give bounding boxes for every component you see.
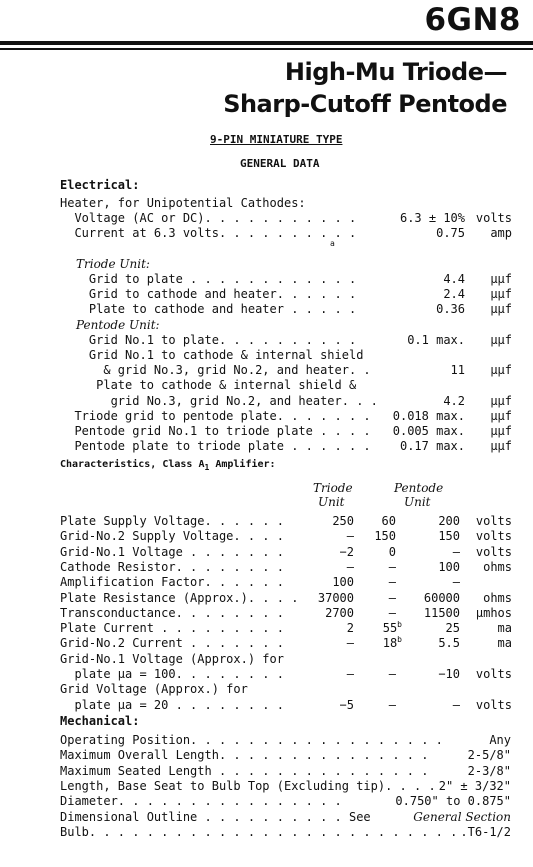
char-row-triode-4: 100	[332, 575, 354, 590]
char-row-triode-3: –	[346, 559, 354, 574]
mech-label-5: Dimensional Outline . . . . . . . . . . See	[60, 809, 371, 824]
inter-cap-value-0: 0.018 max.	[392, 408, 465, 423]
char-row-pentode1-value-8: 18	[382, 636, 398, 651]
char-row-label-12: plate µa = 20 . . . . . . . .	[60, 697, 284, 712]
col-head-triode-unit: Unit	[318, 495, 345, 509]
char-row-pentode1-value-7: 55	[382, 621, 398, 636]
characteristics-heading	[60, 459, 276, 472]
char-row-unit-8: ma	[497, 636, 512, 651]
char-row-pentode1-2	[352, 545, 402, 559]
triode-cap-unit-0: µµf	[490, 272, 512, 286]
triode-cap-unit-2: µµf	[490, 302, 512, 317]
inter-cap-label-2: Pentode plate to triode plate . . . . . .	[60, 439, 371, 454]
char-row-pentode2-3: 100	[438, 559, 460, 574]
elec-line-value-2: 0.75	[436, 226, 465, 241]
tube-number: 6GN8	[424, 2, 521, 38]
triode-unit-heading: Triode Unit:	[76, 256, 150, 271]
characteristics-heading-text: Characteristics, Class A	[60, 459, 205, 470]
char-row-pentode2-8: 5.5	[438, 636, 460, 651]
mechanical-heading: Mechanical:	[60, 714, 140, 728]
char-row-label-4: Amplification Factor. . . . . .	[60, 575, 284, 590]
char-row-label-3: Cathode Resistor. . . . . . . .	[60, 559, 284, 574]
char-row-triode-0: 250	[332, 514, 354, 528]
header-rule-thick	[0, 41, 533, 45]
mech-value-4: 0.750" to 0.875"	[395, 794, 511, 809]
inter-cap-label-1: Pentode grid No.1 to triode plate . . . .	[60, 424, 371, 438]
char-row-pentode2-2: –	[452, 544, 460, 559]
char-row-pentode1-8	[352, 636, 402, 650]
char-row-label-7: Plate Current . . . . . . . . .	[60, 621, 284, 636]
char-row-label-10: plate µa = 100. . . . . . . .	[60, 667, 284, 681]
char-row-pentode1-value-3: –	[388, 559, 396, 574]
mech-value-2: 2-3/8"	[467, 763, 511, 778]
elec-line-unit-2: amp	[490, 226, 512, 241]
char-row-pentode2-6: 11500	[423, 605, 460, 620]
char-row-pentode1-12	[352, 698, 402, 712]
pentode-cap-label-4: grid No.3, grid No.2, and heater. . .	[60, 393, 378, 408]
char-row-pentode1-10	[352, 667, 402, 681]
characteristics-heading-tail: Amplifier:	[209, 459, 276, 470]
type-label: 9-PIN MINIATURE TYPE	[210, 133, 343, 146]
mech-label-0: Operating Position. . . . . . . . . . . . . . . . . .	[60, 733, 443, 747]
char-row-pentode1-value-6: –	[388, 605, 396, 620]
mech-value-0: Any	[489, 733, 511, 747]
title-line-2: Sharp-Cutoff Pentode	[223, 90, 507, 118]
elec-line-label-1: Voltage (AC or DC). . . . . . . . . . .	[60, 211, 357, 226]
char-row-pentode1-3	[352, 560, 402, 574]
inter-cap-unit-1: µµf	[490, 424, 512, 438]
col-head-pentode: Pentode	[394, 481, 444, 495]
char-row-pentode1-1	[352, 529, 402, 543]
inter-cap-value-2: 0.17 max.	[399, 439, 465, 454]
mech-label-6: Bulb. . . . . . . . . . . . . . . . . . . . . . . . . .	[60, 824, 458, 839]
char-row-pentode2-4: –	[452, 575, 460, 590]
char-row-pentode1-value-1: 150	[374, 529, 396, 544]
pentode-cap-label-0: Grid No.1 to plate. . . . . . . . . .	[60, 332, 357, 347]
char-row-unit-10: volts	[475, 667, 512, 681]
elec-line-unit-1: volts	[475, 211, 512, 226]
mech-label-3: Length, Base Seat to Bulb Top (Excluding tip). . . .	[60, 778, 436, 793]
char-row-pentode2-10: −10	[438, 667, 460, 681]
char-row-label-2: Grid-No.1 Voltage . . . . . . .	[60, 544, 284, 559]
pentode-cap-value-2: 11	[450, 363, 465, 378]
triode-cap-value-1: 2.4	[443, 287, 465, 302]
pentode-cap-unit-4: µµf	[490, 393, 512, 408]
char-row-pentode2-12: –	[452, 697, 460, 712]
pentode-cap-label-1: Grid No.1 to cathode & internal shield	[60, 348, 364, 362]
char-row-unit-12: volts	[475, 697, 512, 712]
char-row-pentode1-value-10: –	[388, 667, 396, 681]
char-row-pentode1-6	[352, 606, 402, 620]
title-line-1: High-Mu Triode—	[284, 58, 507, 86]
char-row-triode-7: 2	[346, 621, 354, 636]
char-row-unit-7: ma	[497, 621, 512, 636]
inter-cap-unit-2: µµf	[490, 439, 512, 454]
mech-label-1: Maximum Overall Length. . . . . . . . . . . . . . .	[60, 748, 429, 763]
triode-cap-label-2: Plate to cathode and heater . . . . .	[60, 302, 357, 317]
char-row-label-9: Grid-No.1 Voltage (Approx.) for	[60, 651, 284, 666]
char-row-pentode1-4	[352, 575, 402, 589]
char-row-triode-8: –	[346, 636, 354, 651]
char-row-label-5: Plate Resistance (Approx.). . . .	[60, 590, 299, 605]
char-row-pentode2-7: 25	[445, 621, 460, 636]
char-row-unit-2: volts	[475, 544, 512, 559]
char-row-unit-5: ohms	[483, 590, 512, 605]
triode-cap-label-0: Grid to plate . . . . . . . . . . . .	[60, 272, 357, 286]
characteristics-heading-subscript: 1	[204, 463, 210, 472]
mech-label-4: Diameter. . . . . . . . . . . . . . . .	[60, 794, 342, 809]
mech-label-2: Maximum Seated Length . . . . . . . . . . . . . . .	[60, 763, 429, 778]
general-data-heading: GENERAL DATA	[240, 157, 320, 170]
char-row-pentode1-value-0: 60	[381, 514, 396, 528]
pentode-cap-value-0: 0.1 max.	[407, 332, 465, 347]
char-row-label-6: Transconductance. . . . . . . .	[60, 605, 284, 620]
pentode-cap-label-2: & grid No.3, grid No.2, and heater. .	[60, 363, 371, 378]
header-rule-thin	[0, 48, 533, 50]
mech-value-6: .T6-1/2	[460, 824, 511, 839]
triode-cap-value-2: 0.36	[436, 302, 465, 317]
pentode-cap-unit-0: µµf	[490, 332, 512, 347]
mech-value-1: 2-5/8"	[467, 748, 511, 763]
pentode-unit-heading: Pentode Unit:	[76, 317, 160, 332]
inter-cap-unit-0: µµf	[490, 408, 512, 423]
char-row-pentode1-5	[352, 591, 402, 605]
elec-line-footnote-mark-3: a	[330, 238, 335, 248]
char-row-pentode1-7	[352, 621, 402, 635]
triode-cap-unit-1: µµf	[490, 287, 512, 302]
mech-value-3: 2" ± 3/32"	[438, 778, 511, 793]
elec-line-value-1: 6.3 ± 10%	[399, 211, 465, 226]
col-head-triode: Triode	[313, 481, 353, 495]
pentode-cap-value-4: 4.2	[443, 393, 465, 408]
char-row-triode-5: 37000	[317, 590, 354, 605]
pentode-cap-label-3: Plate to cathode & internal shield &	[60, 378, 357, 393]
char-row-pentode1-0	[352, 514, 402, 528]
inter-cap-value-1: 0.005 max.	[392, 424, 465, 438]
char-row-pentode1-sup-8: b	[397, 635, 402, 645]
char-row-unit-0: volts	[475, 514, 512, 528]
inter-cap-label-0: Triode grid to pentode plate. . . . . . .	[60, 408, 371, 423]
triode-cap-label-1: Grid to cathode and heater. . . . . .	[60, 287, 357, 302]
char-row-pentode2-1: 150	[438, 529, 460, 544]
mech-value-5: General Section	[413, 809, 511, 824]
char-row-pentode1-value-2: 0	[388, 544, 396, 559]
char-row-triode-10: –	[346, 667, 354, 681]
elec-line-label-0: Heater, for Unipotential Cathodes:	[60, 196, 306, 210]
electrical-heading: Electrical:	[60, 178, 140, 192]
char-row-pentode2-5: 60000	[423, 590, 460, 605]
char-row-label-8: Grid-No.2 Current . . . . . . .	[60, 636, 284, 651]
triode-cap-value-0: 4.4	[443, 272, 465, 286]
char-row-unit-3: ohms	[483, 559, 512, 574]
char-row-triode-6: 2700	[325, 605, 354, 620]
char-row-pentode1-sup-7: b	[397, 620, 402, 630]
char-row-label-11: Grid Voltage (Approx.) for	[60, 682, 248, 697]
char-row-triode-12: −5	[339, 697, 354, 712]
char-row-pentode1-value-12: –	[388, 697, 396, 712]
char-row-pentode1-value-5: –	[388, 590, 396, 605]
char-row-label-0: Plate Supply Voltage. . . . . .	[60, 514, 284, 528]
col-head-pentode-unit: Unit	[404, 495, 431, 509]
char-row-pentode1-value-4: –	[388, 575, 396, 590]
char-row-label-1: Grid-No.2 Supply Voltage. . . .	[60, 529, 284, 544]
char-row-pentode2-0: 200	[438, 514, 460, 528]
char-row-unit-1: volts	[475, 529, 512, 544]
char-row-triode-2: −2	[339, 544, 354, 559]
char-row-triode-1: –	[346, 529, 354, 544]
pentode-cap-unit-2: µµf	[490, 363, 512, 378]
elec-line-label-2: Current at 6.3 volts. . . . . . . . . .	[60, 226, 357, 241]
char-row-unit-6: µmhos	[475, 605, 512, 620]
